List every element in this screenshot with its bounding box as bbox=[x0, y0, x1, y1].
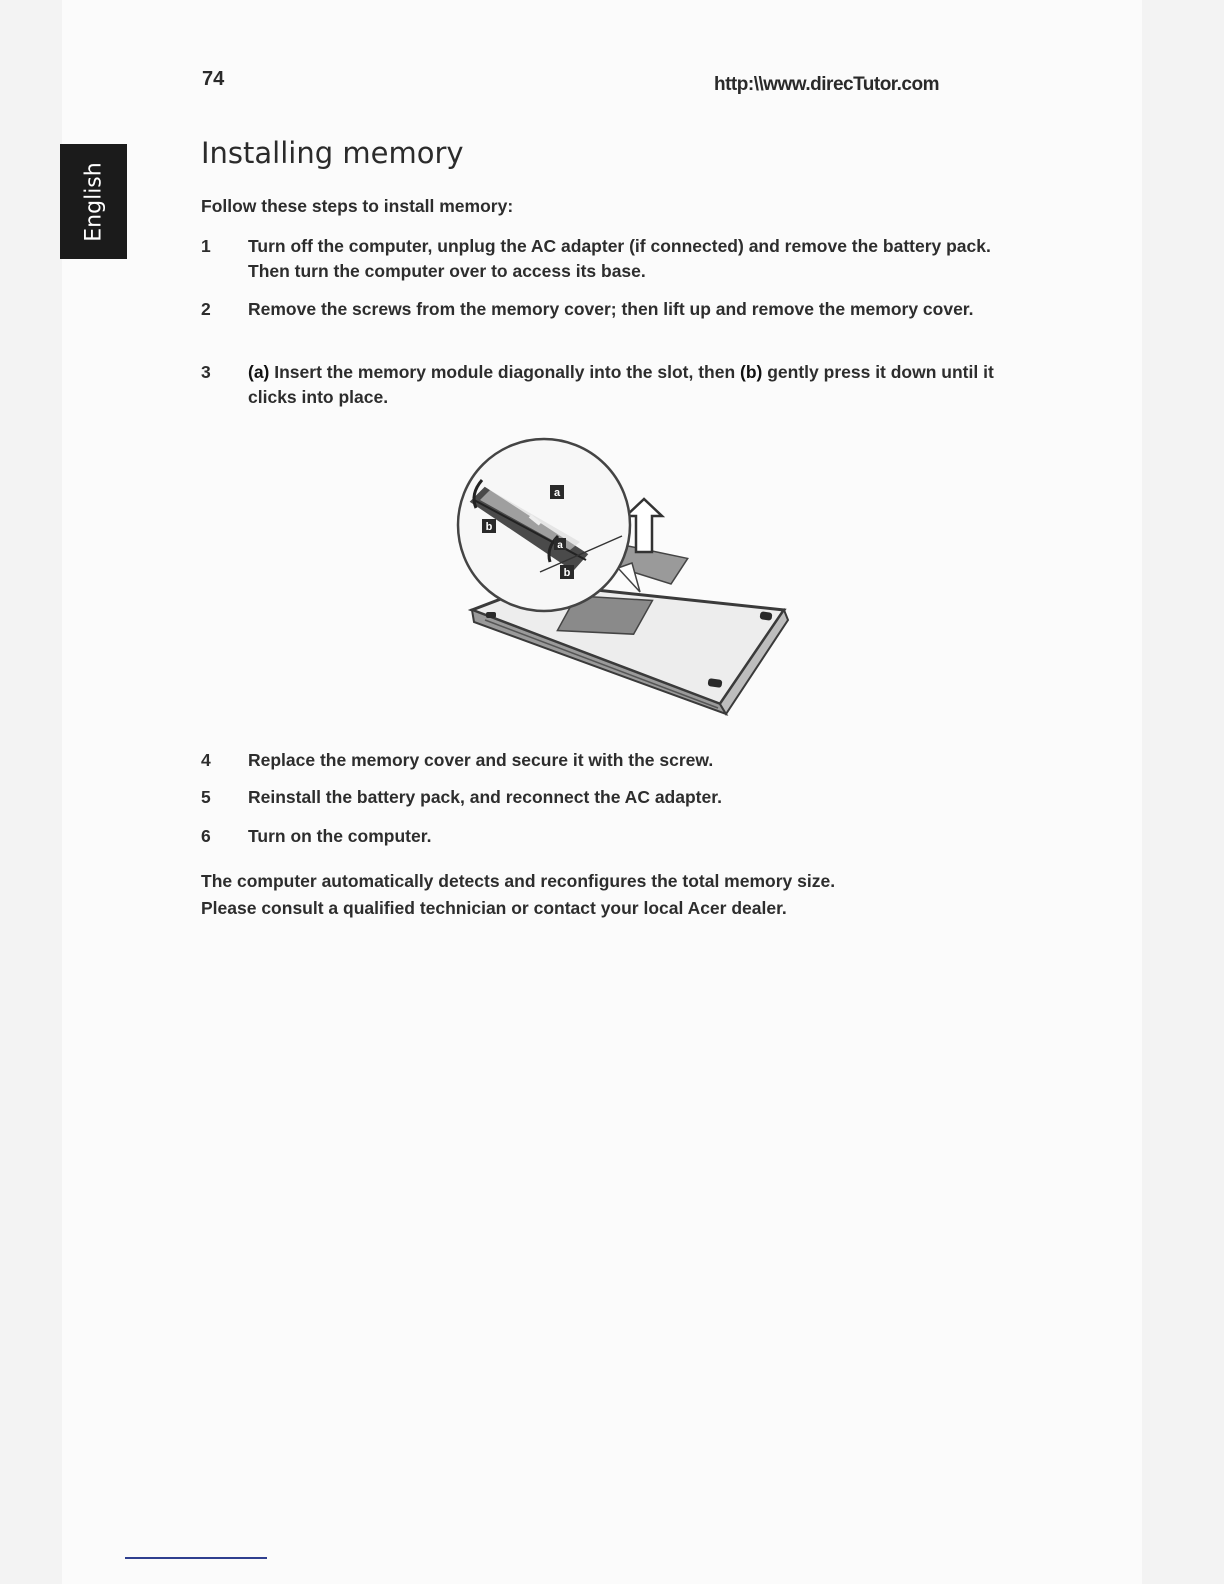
step-label-a: (a) bbox=[248, 362, 270, 382]
step-number: 1 bbox=[201, 236, 211, 256]
step-text: Turn off the computer, unplug the AC adapter (if connected) and remove the battery pack. Then turn the computer over to access its base. bbox=[248, 236, 991, 281]
step-text-a: Insert the memory module diagonally into the slot, then bbox=[269, 362, 741, 382]
step-item bbox=[201, 360, 1001, 410]
step-item bbox=[201, 748, 1001, 773]
step-number: 3 bbox=[201, 362, 211, 382]
step-number: 6 bbox=[201, 826, 211, 846]
manual-page bbox=[62, 0, 1142, 1584]
marker-b-left bbox=[482, 519, 496, 533]
closing-paragraph bbox=[201, 868, 1001, 922]
language-tab-label: English bbox=[81, 161, 106, 242]
step-number: 2 bbox=[201, 299, 211, 319]
marker-label: a bbox=[553, 487, 561, 499]
step-text bbox=[248, 360, 998, 410]
closing-line: The computer automatically detects and reconfigures the total memory size. bbox=[201, 871, 836, 891]
step-number: 5 bbox=[201, 787, 211, 807]
marker-label: a bbox=[557, 540, 563, 551]
marker-label: b bbox=[485, 521, 493, 533]
step-text: Remove the screws from the memory cover; then lift up and remove the memory cover. bbox=[248, 299, 974, 319]
page-number: 74 bbox=[202, 68, 225, 90]
footer-rule bbox=[125, 1557, 267, 1559]
step-item bbox=[201, 297, 1001, 347]
marker-label: b bbox=[563, 567, 571, 579]
intro-text: Follow these steps to install memory: bbox=[201, 196, 514, 216]
closing-line: Please consult a qualified technician or contact your local Acer dealer. bbox=[201, 898, 787, 918]
site-url: http:\\www.direcTutor.com bbox=[714, 74, 939, 95]
step-item bbox=[201, 824, 1001, 849]
page-title: Installing memory bbox=[201, 136, 464, 170]
step-text: Reinstall the battery pack, and reconnect the AC adapter. bbox=[248, 787, 722, 807]
step-text-b: gently press it down until it clicks into place. bbox=[248, 362, 994, 407]
marker-b-bottom bbox=[560, 565, 574, 579]
memory-install-illustration bbox=[390, 432, 810, 722]
step-item bbox=[201, 785, 1001, 810]
step-label-b: (b) bbox=[740, 362, 763, 382]
marker-a-bottom bbox=[554, 538, 566, 551]
marker-a-top bbox=[550, 485, 564, 499]
step-text: Turn on the computer. bbox=[248, 826, 432, 846]
lift-arrow-icon bbox=[626, 499, 662, 552]
step-number: 4 bbox=[201, 750, 211, 770]
step-item bbox=[201, 234, 1001, 284]
language-tab bbox=[60, 144, 127, 259]
step-text: Replace the memory cover and secure it with the screw. bbox=[248, 750, 714, 770]
